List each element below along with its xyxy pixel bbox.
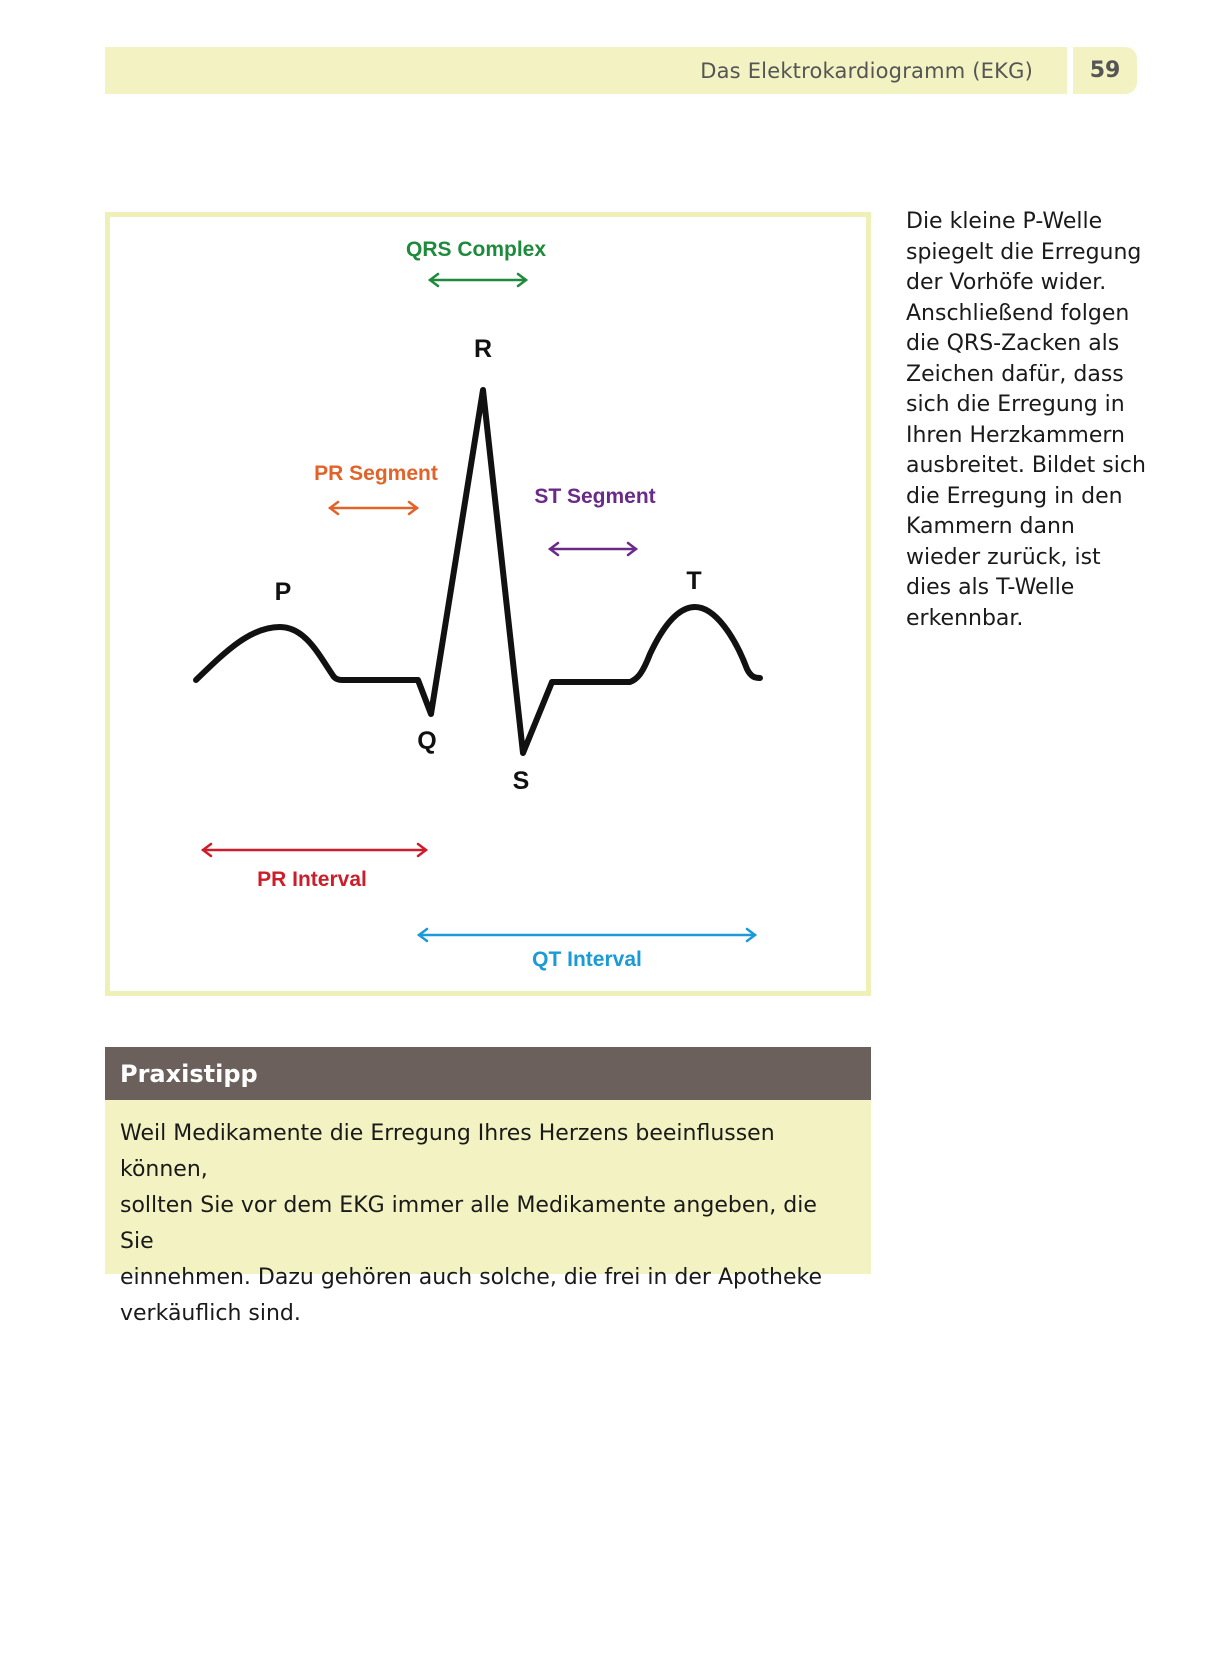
- ekg-figure: [105, 212, 871, 996]
- label-qrs-complex: QRS Complex: [405, 238, 547, 261]
- label-pr-segment: PR Segment: [314, 462, 438, 485]
- tip-line: einnehmen. Dazu gehören auch solche, die frei in der Apotheke: [120, 1265, 823, 1290]
- side-text-line: Die kleine P-Welle: [906, 209, 1103, 234]
- tip-header: [105, 1047, 871, 1100]
- side-text-line: die QRS-Zacken als: [906, 331, 1120, 356]
- tip-line: sollten Sie vor dem EKG immer alle Medikamente angeben, die Sie: [120, 1193, 817, 1254]
- label-q: Q: [417, 727, 437, 755]
- ekg-diagram: [110, 217, 866, 991]
- side-text-line: Ihren Herzkammern: [906, 422, 1125, 448]
- tip-body: [105, 1100, 871, 1326]
- label-t: T: [686, 567, 702, 595]
- label-st-segment: ST Segment: [534, 485, 656, 508]
- pr-interval-arrow: [203, 844, 426, 856]
- side-text-line: erkennbar.: [906, 605, 1024, 631]
- qrs-complex-arrow: [430, 274, 526, 286]
- tip-line: verkäuflich sind.: [120, 1301, 301, 1326]
- label-s: S: [512, 767, 530, 795]
- label-pr-interval: PR Interval: [257, 868, 367, 891]
- tip-line: Weil Medikamente die Erregung Ihres Herzens beeinflussen können,: [120, 1121, 775, 1182]
- page-number: 59: [1089, 58, 1121, 83]
- side-text-line: wieder zurück, ist: [906, 544, 1101, 570]
- st-segment-arrow: [550, 543, 636, 555]
- side-text-line: dies als T-Welle: [906, 575, 1075, 600]
- side-text-line: sich die Erregung in: [906, 392, 1125, 417]
- side-text-line: ausbreitet. Bildet sich: [906, 453, 1146, 478]
- side-text-line: der Vorhöfe wider.: [906, 270, 1107, 295]
- label-p: P: [274, 578, 292, 606]
- side-text-line: Anschließend folgen: [906, 300, 1130, 326]
- label-r: R: [473, 335, 493, 363]
- tip-title: Praxistipp: [120, 1059, 258, 1088]
- pr-segment-arrow: [330, 502, 417, 514]
- side-text-line: Zeichen dafür, dass: [906, 361, 1124, 387]
- qt-interval-arrow: [419, 929, 755, 941]
- page-number-box: [1073, 47, 1137, 94]
- label-qt-interval: QT Interval: [532, 948, 642, 971]
- side-text-line: spiegelt die Erregung: [906, 239, 1142, 265]
- running-header: [105, 47, 1067, 94]
- side-text-line: die Erregung in den: [906, 483, 1123, 509]
- chapter-title: Das Elektrokardiogramm (EKG): [700, 58, 1033, 83]
- ekg-trace: [196, 390, 760, 753]
- side-text: [906, 207, 1146, 634]
- side-text-line: Kammern dann: [906, 514, 1075, 539]
